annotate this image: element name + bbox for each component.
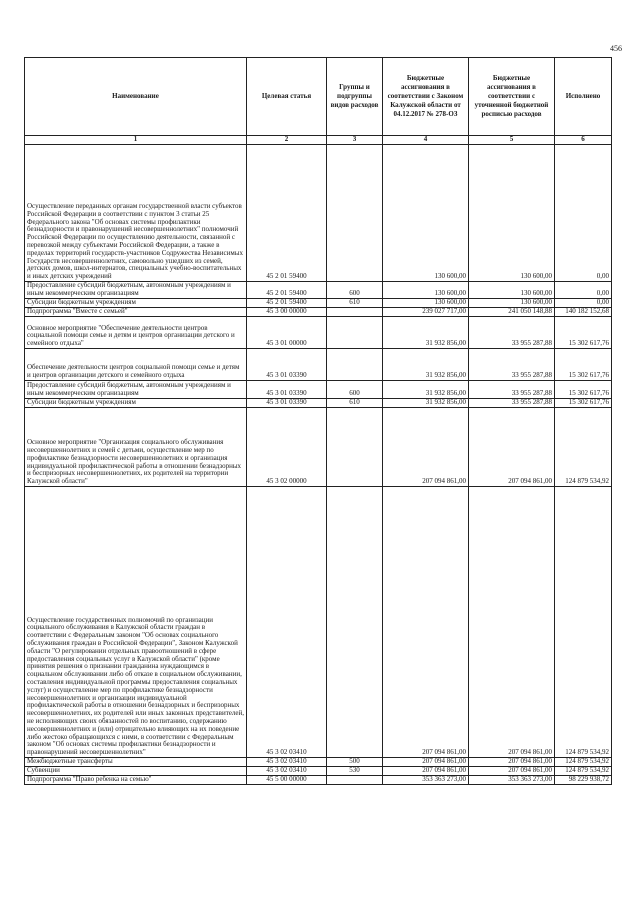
row-budget-updated: 207 094 861,00	[469, 408, 555, 487]
row-budget-updated: 33 955 287,88	[469, 399, 555, 408]
row-group	[327, 145, 383, 282]
row-target-code: 45 2 01 59400	[247, 299, 327, 308]
row-group: 610	[327, 399, 383, 408]
row-executed: 15 302 617,76	[555, 317, 612, 349]
row-name: Межбюджетные трансферты	[25, 758, 247, 767]
row-executed: 15 302 617,76	[555, 399, 612, 408]
header-group: Группы и подгруппы видов расходов	[327, 58, 383, 136]
row-name: Основное мероприятие "Обеспечение деятельности центров социальной помощи семье и детям и центров организации детского и семейного отдыха"	[25, 317, 247, 349]
row-budget-updated: 130 600,00	[469, 145, 555, 282]
column-number: 1	[25, 136, 247, 145]
row-budget-updated: 207 094 861,00	[469, 487, 555, 758]
row-budget-law: 207 094 861,00	[383, 767, 469, 776]
row-budget-updated: 33 955 287,88	[469, 349, 555, 381]
table-row	[25, 317, 612, 349]
table-row	[25, 399, 612, 408]
row-group: 600	[327, 381, 383, 399]
table-row	[25, 487, 612, 758]
table-row	[25, 145, 612, 282]
row-budget-law: 31 932 856,00	[383, 399, 469, 408]
row-budget-updated: 353 363 273,00	[469, 776, 555, 785]
row-target-code: 45 3 01 03390	[247, 349, 327, 381]
table-row	[25, 349, 612, 381]
column-number: 2	[247, 136, 327, 145]
row-budget-updated: 33 955 287,88	[469, 381, 555, 399]
page-number: 456	[610, 44, 622, 53]
row-target-code: 45 3 01 03390	[247, 381, 327, 399]
row-budget-law: 207 094 861,00	[383, 408, 469, 487]
row-budget-updated: 33 955 287,88	[469, 317, 555, 349]
row-target-code: 45 3 02 03410	[247, 487, 327, 758]
table-row	[25, 767, 612, 776]
row-executed: 124 879 534,92	[555, 758, 612, 767]
row-target-code: 45 2 01 59400	[247, 145, 327, 282]
table-header	[25, 58, 612, 145]
row-executed: 15 302 617,76	[555, 381, 612, 399]
column-number: 5	[469, 136, 555, 145]
row-target-code: 45 3 00 00000	[247, 308, 327, 317]
row-group	[327, 776, 383, 785]
column-number: 4	[383, 136, 469, 145]
row-executed: 124 879 534,92	[555, 767, 612, 776]
row-group: 600	[327, 282, 383, 299]
row-target-code: 45 3 01 03390	[247, 399, 327, 408]
row-executed: 0,00	[555, 299, 612, 308]
row-group: 500	[327, 758, 383, 767]
row-name: Субсидии бюджетным учреждениям	[25, 399, 247, 408]
row-group	[327, 308, 383, 317]
column-number: 3	[327, 136, 383, 145]
row-name: Субсидии бюджетным учреждениям	[25, 299, 247, 308]
row-target-code: 45 3 02 00000	[247, 408, 327, 487]
row-group	[327, 408, 383, 487]
row-name: Осуществление государственных полномочий по организации социального обслуживания в Калужской области граждан в соответствии с Федеральным законом "Об основах социального обслуживания граждан в Российской Федерации", Законом Калужской области "О регулировании отдельных правоотношений в сфере предоставления социальных услуг в Калужской области" (кроме принятия решения о признании гражданина нуждающимся в социальном обслуживании либо об отказе в социальном обслуживании, составления индивидуальной программы предоставления социальных услуг) и осуществление мер по профилактике безнадзорности несовершеннолетних и организации индивидуальной профилактической работы в отношении безнадзорных и беспризорных несовершеннолетних, их родителей или иных законных представителей, не исполняющих своих обязанностей по воспитанию, содержанию несовершеннолетних и (или) отрицательно влияющих на их поведение либо жестоко обращающихся с ними, в соответствии с Федеральным законом "Об основах системы профилактики безнадзорности и правонарушений несовершеннолетних"	[25, 487, 247, 758]
row-budget-law: 130 600,00	[383, 299, 469, 308]
row-target-code: 45 3 02 03410	[247, 767, 327, 776]
row-budget-updated: 241 050 148,88	[469, 308, 555, 317]
row-name: Основное мероприятие "Организация социального обслуживания несовершеннолетних и семей с детьми, осуществление мер по профилактике безнадзорности несовершеннолетних и организация индивидуальной профилактической работы в отношении безнадзорных и беспризорных несовершеннолетних, их родителей на территории Калужской области"	[25, 408, 247, 487]
row-budget-law: 353 363 273,00	[383, 776, 469, 785]
row-executed: 140 182 152,68	[555, 308, 612, 317]
column-number-row	[25, 136, 612, 145]
row-name: Субвенции	[25, 767, 247, 776]
row-budget-law: 239 027 717,00	[383, 308, 469, 317]
table-row	[25, 776, 612, 785]
row-group	[327, 487, 383, 758]
row-budget-law: 130 600,00	[383, 145, 469, 282]
row-name: Обеспечение деятельности центров социальной помощи семье и детям и центров организации детского и семейного отдыха	[25, 349, 247, 381]
row-executed: 124 879 534,92	[555, 487, 612, 758]
header-executed: Исполнено	[555, 58, 612, 136]
header-budget-updated: Бюджетные ассигнования в соответствии с уточненной бюджетной росписью расходов	[469, 58, 555, 136]
budget-table	[24, 57, 612, 785]
row-executed: 0,00	[555, 282, 612, 299]
row-budget-updated: 207 094 861,00	[469, 767, 555, 776]
row-budget-updated: 207 094 861,00	[469, 758, 555, 767]
row-group: 530	[327, 767, 383, 776]
header-budget-law: Бюджетные ассигнования в соответствии с Законом Калужской области от 04.12.2017 № 278-ОЗ	[383, 58, 469, 136]
row-target-code: 45 2 01 59400	[247, 282, 327, 299]
row-executed: 15 302 617,76	[555, 349, 612, 381]
row-name: Осуществление переданных органам государственной власти субъектов Российской Федерации в соответствии с пунктом 3 статьи 25 Федерального закона "Об основах системы профилактики безнадзорности и правонарушений несовершеннолетних" полномочий Российской Федерации по осуществлению деятельности, связанной с перевозкой между субъектами Российской Федерации, а также в пределах территорий государств-участников Содружества Независимых Государств несовершеннолетних, самовольно ушедших из семей, детских домов, школ-интернатов, специальных учебно-воспитательных и иных детских учреждений	[25, 145, 247, 282]
row-executed: 98 229 938,72	[555, 776, 612, 785]
row-budget-law: 31 932 856,00	[383, 381, 469, 399]
row-target-code: 45 3 01 00000	[247, 317, 327, 349]
table-row	[25, 308, 612, 317]
header-target: Целевая статья	[247, 58, 327, 136]
row-name: Предоставление субсидий бюджетным, автономным учреждениям и иным некоммерческим организациям	[25, 282, 247, 299]
row-group	[327, 317, 383, 349]
row-budget-updated: 130 600,00	[469, 282, 555, 299]
table-row	[25, 282, 612, 299]
row-executed: 0,00	[555, 145, 612, 282]
row-budget-law: 207 094 861,00	[383, 487, 469, 758]
table-row	[25, 408, 612, 487]
row-group	[327, 349, 383, 381]
row-group: 610	[327, 299, 383, 308]
table-row	[25, 758, 612, 767]
row-budget-updated: 130 600,00	[469, 299, 555, 308]
row-target-code: 45 3 02 03410	[247, 758, 327, 767]
table-row	[25, 299, 612, 308]
column-number: 6	[555, 136, 612, 145]
row-name: Предоставление субсидий бюджетным, автономным учреждениям и иным некоммерческим организациям	[25, 381, 247, 399]
row-name: Подпрограмма "Право ребенка на семью"	[25, 776, 247, 785]
row-budget-law: 31 932 856,00	[383, 317, 469, 349]
row-name: Подпрограмма "Вместе с семьей"	[25, 308, 247, 317]
row-budget-law: 207 094 861,00	[383, 758, 469, 767]
row-budget-law: 130 600,00	[383, 282, 469, 299]
row-executed: 124 879 534,92	[555, 408, 612, 487]
row-budget-law: 31 932 856,00	[383, 349, 469, 381]
header-name: Наименование	[25, 58, 247, 136]
table-row	[25, 381, 612, 399]
row-target-code: 45 5 00 00000	[247, 776, 327, 785]
